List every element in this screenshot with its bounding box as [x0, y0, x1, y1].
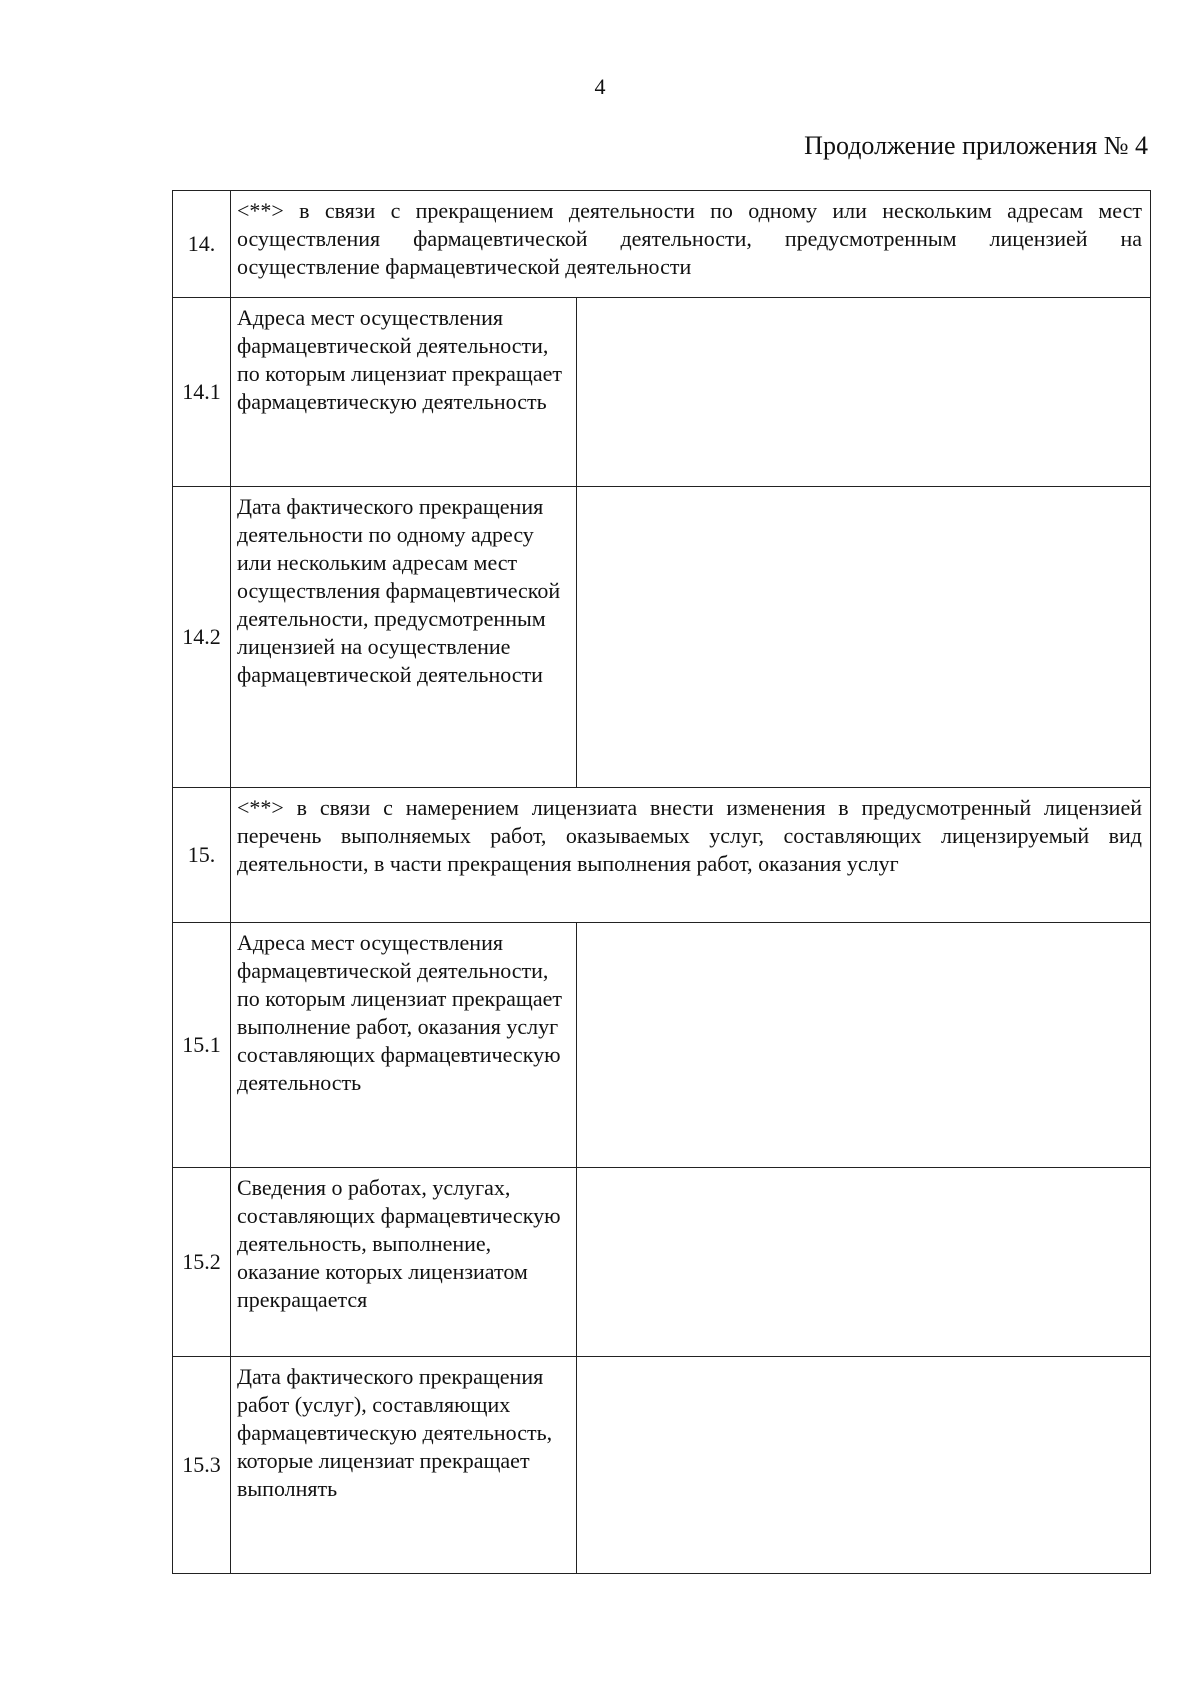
table-row-15: [173, 788, 1151, 923]
field-value-15-1[interactable]: [577, 923, 1151, 1168]
field-label: Сведения о работах, услугах, составляющих фармацевтическую деятельность, выполнение, оказание которых лицензиатом прекращается: [231, 1168, 577, 1357]
table-row-15-2: [173, 1168, 1151, 1357]
table-row-14: [173, 191, 1151, 298]
field-value-15-2[interactable]: [577, 1168, 1151, 1357]
field-label: Дата фактического прекращения работ (услуг), составляющих фармацевтическую деятельность, которые лицензиат прекращает выполнять: [231, 1357, 577, 1574]
row-number: 14.1: [173, 298, 231, 487]
field-label: Дата фактического прекращения деятельности по одному адресу или нескольким адресам мест осуществления фармацевтической деятельности, предусмотренным лицензией на осуществление фармацевтической деятельности: [231, 487, 577, 788]
form-table: [172, 190, 1151, 1574]
field-label: Адреса мест осуществления фармацевтической деятельности, по которым лицензиат прекращает фармацевтическую деятельность: [231, 298, 577, 487]
table-row-14-2: [173, 487, 1151, 788]
table-row-15-1: [173, 923, 1151, 1168]
section-heading-15: <**> в связи с намерением лицензиата внести изменения в предусмотренный лицензией перечень выполняемых работ, оказываемых услуг, составляющих лицензируемый вид деятельности, в части прекращения выполнения работ, оказания услуг: [231, 788, 1151, 923]
section-heading-14: <**> в связи с прекращением деятельности по одному или нескольким адресам мест осуществления фармацевтической деятельности, предусмотренным лицензией на осуществление фармацевтической деятельности: [231, 191, 1151, 298]
field-value-15-3[interactable]: [577, 1357, 1151, 1574]
appendix-title: Продолжение приложения № 4: [804, 131, 1148, 160]
field-label: Адреса мест осуществления фармацевтической деятельности, по которым лицензиат прекращает выполнение работ, оказания услуг составляющих фармацевтическую деятельность: [231, 923, 577, 1168]
page-number: 4: [594, 74, 606, 99]
row-number: 14.2: [173, 487, 231, 788]
row-number: 15.3: [173, 1357, 231, 1574]
row-number: 14.: [173, 191, 231, 298]
table-row-14-1: [173, 298, 1151, 487]
row-number: 15.: [173, 788, 231, 923]
row-number: 15.2: [173, 1168, 231, 1357]
row-number: 15.1: [173, 923, 231, 1168]
field-value-14-1[interactable]: [577, 298, 1151, 487]
table-row-15-3: [173, 1357, 1151, 1574]
field-value-14-2[interactable]: [577, 487, 1151, 788]
